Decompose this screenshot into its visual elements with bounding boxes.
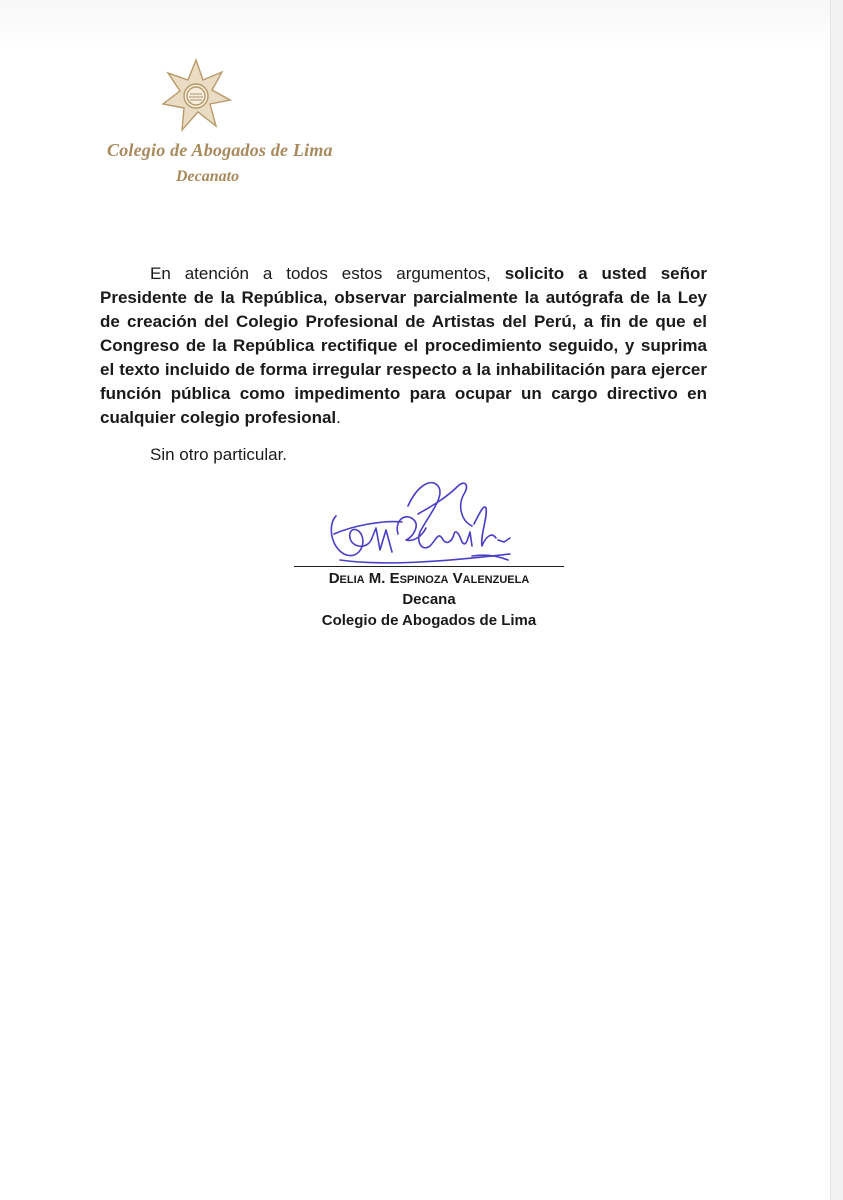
letterhead-department: Decanato bbox=[176, 168, 240, 185]
star-seal-icon bbox=[160, 58, 232, 134]
page-edge bbox=[830, 0, 843, 1200]
closing-line: Sin otro particular. bbox=[150, 445, 288, 464]
signer-block bbox=[294, 568, 564, 631]
scan-top-shadow bbox=[0, 0, 830, 48]
body-text-intro: En atención a todos estos argumentos, bbox=[150, 264, 505, 283]
body-text-end: . bbox=[336, 408, 341, 427]
body-paragraph bbox=[100, 262, 707, 430]
signer-title: Decana bbox=[402, 591, 456, 608]
letterhead-organization: Colegio de Abogados de Lima bbox=[107, 140, 333, 160]
signature-line bbox=[294, 566, 564, 567]
signer-name: Delia M. Espinoza Valenzuela bbox=[328, 570, 530, 587]
signer-institution: Colegio de Abogados de Lima bbox=[321, 612, 537, 629]
handwritten-signature bbox=[322, 476, 522, 568]
body-text-request: solicito a usted señor Presidente de la República, observar parcialmente la autógrafa de la Ley de creación del Colegio Profesional de Artistas del Perú, a fin de que el Congreso de la República rectifique el procedimiento seguido, y suprima el texto incluido de forma irregular respecto a la inhabilitación para ejercer función pública como impedimento para ocupar un cargo directivo en cualquier colegio profesional bbox=[100, 264, 708, 427]
